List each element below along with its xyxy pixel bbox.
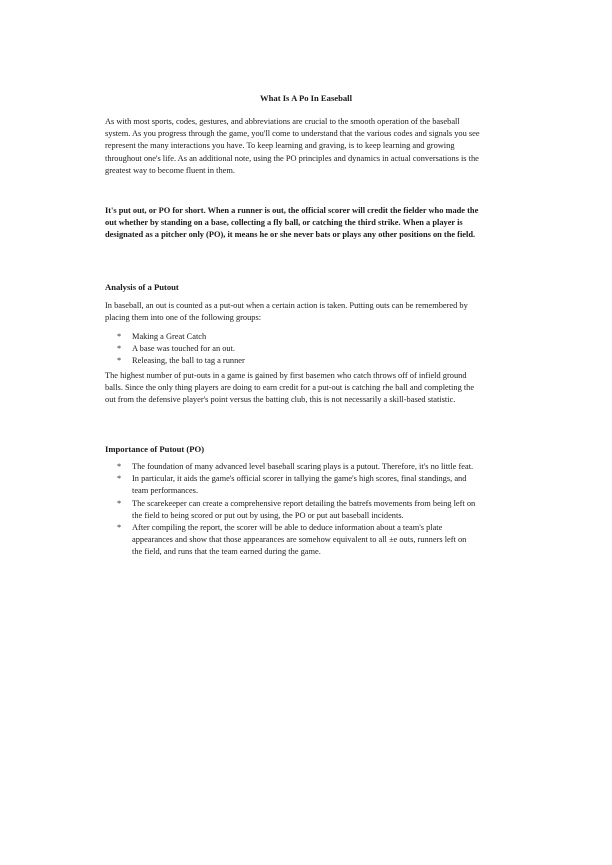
list-item bbox=[117, 522, 477, 559]
list-item-text: In particular, it aids the game's official scorer in tallying the game's high scores, final standings, and team performances. bbox=[132, 474, 467, 496]
bullet-star-icon: * bbox=[117, 474, 122, 484]
intro-paragraph: As with most sports, codes, gestures, and abbreviations are crucial to the smooth operation of the baseball system. As you progress through the game, you'll come to understand that the various codes and signals you see represent the many interactions you have. To keep learning and graving, is to keep learning and growing throughout one's life. As an additional note, using the PO principles and dynamics in actual conversations is the greatest way to become fluent in them. bbox=[105, 117, 480, 175]
list-item-text: A base was touched for an out. bbox=[132, 344, 236, 354]
list-item bbox=[117, 498, 477, 522]
list-item-text: The scarekeeper can create a comprehensive report detailing the batrefs movements from being left on the field to being scored or put out by using, the PO or put aut baseball incidents. bbox=[132, 498, 476, 520]
list-item-text: The foundation of many advanced level baseball scaring plays is a putout. Therefore, it's no little feat. bbox=[132, 462, 474, 471]
analysis-lead-paragraph: In baseball, an out is counted as a put-out when a certain action is taken. Putting outs can be remembered by placing them into one of the following groups: bbox=[105, 301, 468, 323]
bullet-star-icon: * bbox=[117, 332, 122, 341]
list-item bbox=[117, 331, 417, 343]
importance-list bbox=[117, 461, 477, 559]
bullet-star-icon: * bbox=[117, 344, 122, 354]
bullet-star-icon: * bbox=[117, 498, 122, 508]
bullet-star-icon: * bbox=[117, 523, 122, 533]
list-item bbox=[117, 473, 477, 497]
list-item-text: After compiling the report, the scorer will be able to deduce information about a team's plate appearances and show that those appearances are somehow equivalent to all ±e outs, runners left on the field, and runs that the team earned during the game. bbox=[132, 523, 467, 557]
list-item-text: Making a Great Catch bbox=[132, 332, 207, 341]
list-item bbox=[117, 343, 417, 355]
list-item-text: Releasing, the ball to tag a runner bbox=[132, 356, 245, 366]
bullet-star-icon: * bbox=[117, 356, 122, 366]
list-item bbox=[117, 355, 417, 367]
analysis-heading: Analysis of a Putout bbox=[105, 282, 179, 292]
analysis-closing-paragraph: The highest number of put-outs in a game is gained by first basemen who catch throws off of infield ground balls. Since the only thing players are doing to earn credit for a put-out is catching rhe ball and completing the out from the defensive player's point versus the batting club, this is not necessarily a skill-based statistic. bbox=[105, 371, 475, 405]
putout-groups-list bbox=[117, 331, 417, 368]
page-title: What Is A Po In Easeball bbox=[260, 93, 352, 103]
bullet-star-icon: * bbox=[117, 462, 122, 471]
definition-paragraph: It's put out, or PO for short. When a runner is out, the official scorer will credit the fielder who made the out whether by standing on a base, collecting a fly ball, or catching the third strike. When a player is designated as a pitcher only (PO), it means he or she never bats or plays any other positions on the field. bbox=[105, 206, 479, 240]
importance-heading: Importance of Putout (PO) bbox=[105, 444, 205, 454]
list-item bbox=[117, 461, 477, 473]
